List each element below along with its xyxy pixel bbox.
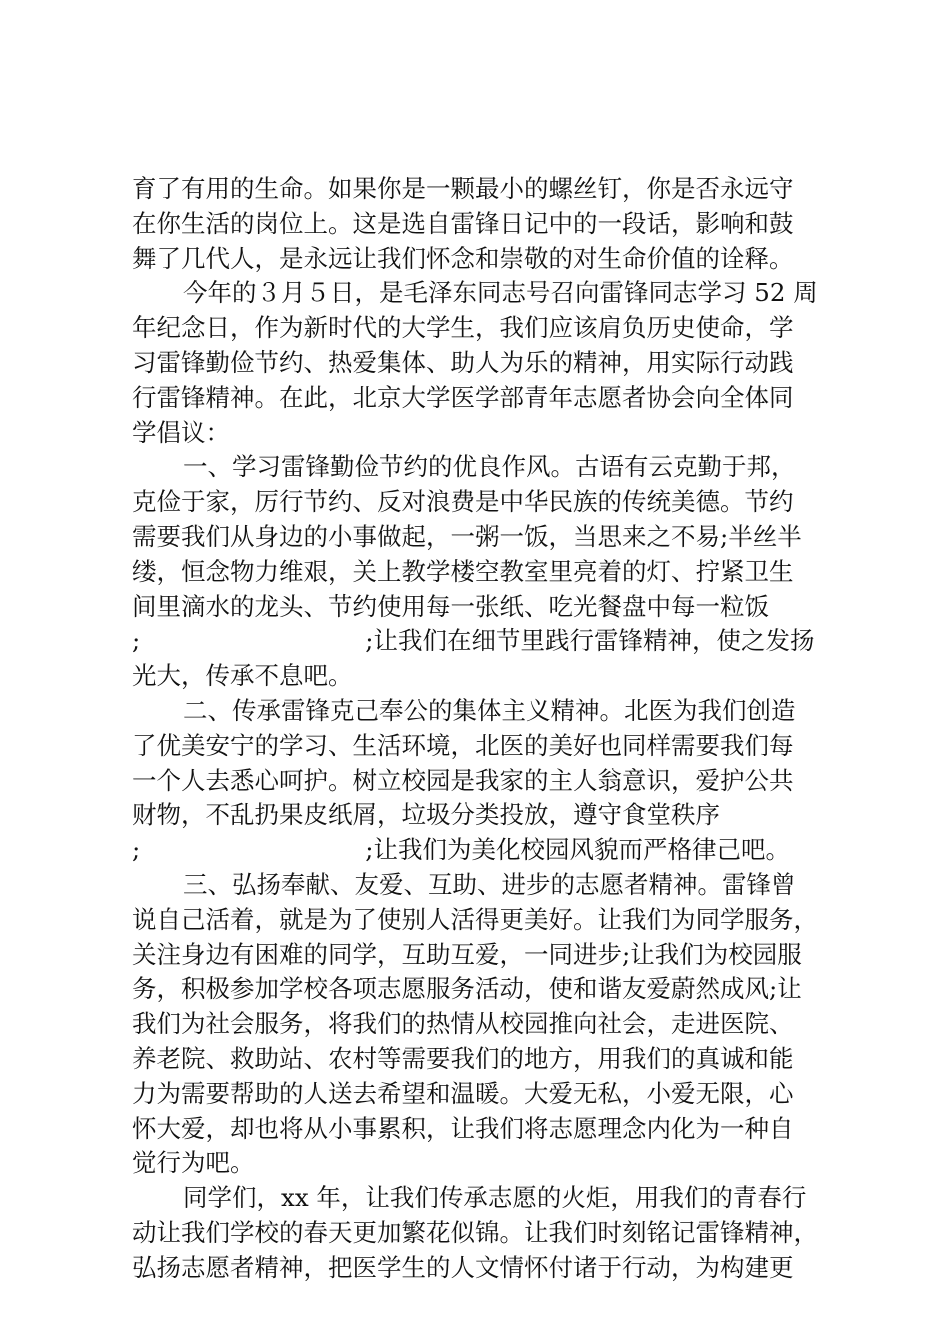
text-line: 务，积极参加学校各项志愿服务活动，使和谐友爱蔚然成风;让 — [132, 974, 802, 1004]
paragraph-start-line: 今年的３月５日，是毛泽东同志号召向雷锋同志学习 52 周 — [183, 278, 818, 308]
text-line: 养老院、救助站、农村等需要我们的地方，用我们的真诚和能 — [132, 1043, 794, 1073]
document-body — [132, 172, 832, 1286]
text-line: 育了有用的生命。如果你是一颗最小的螺丝钉，你是否永远守 — [132, 174, 794, 203]
text-fragment: ;让我们在细节里践行雷锋精神，使之发扬 — [365, 626, 815, 656]
text-line: 需要我们从身边的小事做起，一粥一饭，当思来之不易;半丝半 — [132, 521, 802, 551]
text-line: 弘扬志愿者精神，把医学生的人文情怀付诸于行动，为构建更 — [132, 1252, 794, 1282]
paragraph-start-line: 二、传承雷锋克己奉公的集体主义精神。北医为我们创造 — [183, 695, 796, 725]
text-line: 年纪念日，作为新时代的大学生，我们应该肩负历史使命，学 — [132, 313, 794, 343]
text-line: 了优美安宁的学习、生活环境，北医的美好也同样需要我们每 — [132, 730, 794, 760]
split-line — [132, 833, 832, 868]
text-line: 行雷锋精神。在此，北京大学医学部青年志愿者协会向全体同 — [132, 382, 794, 412]
text-line: 说自己活着，就是为了使别人活得更美好。让我们为同学服务， — [132, 904, 818, 934]
text-line: 学倡议： — [132, 417, 230, 447]
text-line: 间里滴水的龙头、节约使用每一张纸、吃光餐盘中每一粒饭 — [132, 591, 769, 621]
text-line: 克俭于家，厉行节约、反对浪费是中华民族的传统美德。节约 — [132, 487, 794, 517]
semicolon-fragment: ; — [132, 835, 141, 865]
text-line: 觉行为吧。 — [132, 1148, 255, 1178]
text-line: 动让我们学校的春天更加繁花似锦。让我们时刻铭记雷锋精神， — [132, 1217, 818, 1247]
split-line — [132, 624, 832, 659]
paragraph-start-line: 三、弘扬奉献、友爱、互助、进步的志愿者精神。雷锋曾 — [183, 869, 796, 899]
text-line: 习雷锋勤俭节约、热爱集体、助人为乐的精神，用实际行动践 — [132, 347, 794, 377]
text-line: 一个人去悉心呵护。树立校园是我家的主人翁意识，爱护公共 — [132, 765, 794, 795]
text-line: 在你生活的岗位上。这是选自雷锋日记中的一段话，影响和鼓 — [132, 208, 794, 238]
text-line: 我们为社会服务，将我们的热情从校园推向社会，走进医院、 — [132, 1009, 794, 1039]
paragraph-start-line: 一、学习雷锋勤俭节约的优良作风。古语有云克勤于邦， — [183, 452, 796, 482]
semicolon-fragment: ; — [132, 626, 141, 656]
text-line: 怀大爱，却也将从小事累积，让我们将志愿理念内化为一种自 — [132, 1113, 794, 1143]
text-line: 缕，恒念物力维艰，关上教学楼空教室里亮着的灯、拧紧卫生 — [132, 556, 794, 586]
text-line: 力为需要帮助的人送去希望和温暖。大爱无私，小爱无限，心 — [132, 1078, 794, 1108]
text-line: 关注身边有困难的同学，互助互爱，一同进步;让我们为校园服 — [132, 939, 802, 969]
text-fragment: ;让我们为美化校园风貌而严格律己吧。 — [365, 835, 791, 865]
text-line: 光大，传承不息吧。 — [132, 661, 353, 691]
text-line: 财物，不乱扔果皮纸屑，垃圾分类投放，遵守食堂秩序 — [132, 800, 720, 830]
text-line: 舞了几代人，是永远让我们怀念和崇敬的对生命价值的诠释。 — [132, 243, 794, 273]
paragraph-start-line: 同学们，xx 年，让我们传承志愿的火炬，用我们的青春行 — [183, 1183, 807, 1213]
